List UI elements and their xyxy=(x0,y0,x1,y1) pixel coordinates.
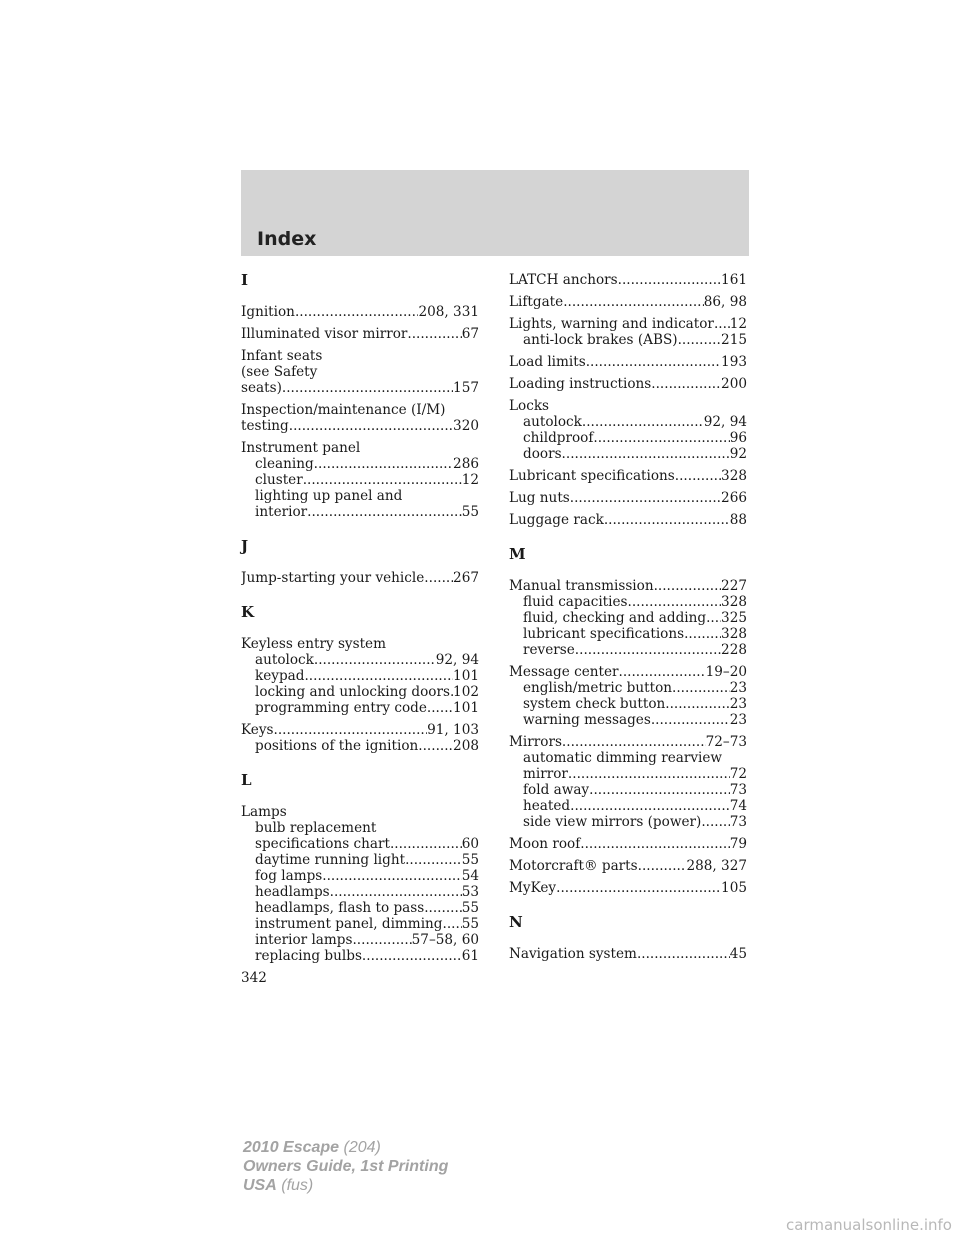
index-letter-heading: K xyxy=(241,603,255,621)
entry-text: Locks xyxy=(509,398,550,414)
index-term xyxy=(241,304,479,320)
index-term xyxy=(509,512,747,528)
entry-text: Lubricant specifications xyxy=(509,468,675,484)
entry-page-ref: 193 xyxy=(721,354,747,370)
entry-page-ref: 267 xyxy=(453,570,479,586)
index-term xyxy=(241,402,479,418)
index-letter-heading: L xyxy=(241,771,252,789)
entry-text: Load limits xyxy=(509,354,586,370)
entry-text: Jump-starting your vehicle xyxy=(241,570,425,586)
index-subentry xyxy=(241,820,479,836)
index-subentry xyxy=(509,642,747,658)
dot-leader xyxy=(322,868,461,884)
dot-leader xyxy=(562,734,706,750)
entry-page-ref: 101 xyxy=(453,700,479,716)
index-subentry xyxy=(241,916,479,932)
index-entry xyxy=(509,490,747,506)
index-entry xyxy=(509,858,747,874)
index-entry xyxy=(509,398,747,462)
dot-leader xyxy=(390,836,462,852)
entry-text: bulb replacement xyxy=(255,820,377,836)
dot-leader xyxy=(701,814,729,830)
index-term xyxy=(241,636,479,652)
dot-leader xyxy=(424,900,461,916)
entry-page-ref: 91, 103 xyxy=(427,722,479,738)
dot-leader xyxy=(672,680,730,696)
index-subentry xyxy=(509,814,747,830)
dot-leader xyxy=(593,430,729,446)
index-term xyxy=(241,364,479,380)
index-term xyxy=(509,858,747,874)
entry-text: fluid, checking and adding xyxy=(523,610,707,626)
entry-text: (see Safety xyxy=(241,364,318,380)
entry-text: lubricant specifications xyxy=(523,626,685,642)
index-term xyxy=(509,946,747,962)
page-title: Index xyxy=(257,228,317,250)
entry-text: LATCH anchors xyxy=(509,272,618,288)
index-term xyxy=(509,734,747,750)
index-letter-heading: I xyxy=(241,271,249,289)
entry-text: Moon roof xyxy=(509,836,581,852)
index-term xyxy=(509,468,747,484)
entry-text: system check button xyxy=(523,696,666,712)
footer-market-code: (fus) xyxy=(281,1177,314,1194)
index-subentry xyxy=(509,594,747,610)
dot-leader xyxy=(274,722,428,738)
dot-leader xyxy=(638,858,687,874)
entry-text: Keys xyxy=(241,722,274,738)
index-subentry xyxy=(241,684,479,700)
entry-text: heated xyxy=(523,798,571,814)
dot-leader xyxy=(619,664,706,680)
entry-text: doors xyxy=(523,446,562,462)
entry-page-ref: 61 xyxy=(461,948,479,964)
entry-text: fluid capacities xyxy=(523,594,628,610)
dot-leader xyxy=(418,738,453,754)
entry-text: positions of the ignition xyxy=(255,738,419,754)
entry-text: specifications chart xyxy=(255,836,390,852)
dot-leader xyxy=(618,272,721,288)
entry-text: headlamps xyxy=(255,884,330,900)
entry-text: Illuminated visor mirror xyxy=(241,326,408,342)
entry-page-ref: 45 xyxy=(729,946,747,962)
entry-page-ref: 23 xyxy=(729,712,747,728)
entry-page-ref: 19–20 xyxy=(705,664,747,680)
index-subentry xyxy=(241,456,479,472)
entry-page-ref: 101 xyxy=(453,668,479,684)
index-term xyxy=(509,578,747,594)
header-band xyxy=(241,170,749,256)
entry-text: locking and unlocking doors xyxy=(255,684,450,700)
footer-model-code: (204) xyxy=(343,1139,381,1156)
index-entry xyxy=(509,880,747,896)
index-subentry xyxy=(509,332,747,348)
index-subentry xyxy=(509,766,747,782)
dot-leader xyxy=(330,884,462,900)
index-entry xyxy=(241,636,479,716)
entry-text: interior xyxy=(255,504,308,520)
footer-printing: Owners Guide, 1st Printing xyxy=(243,1158,449,1175)
entry-page-ref: 60 xyxy=(461,836,479,852)
entry-text: seats) xyxy=(241,380,282,396)
dot-leader xyxy=(289,418,453,434)
dot-leader xyxy=(714,316,730,332)
entry-text: reverse xyxy=(523,642,575,658)
entry-page-ref: 200 xyxy=(721,376,747,392)
index-subentry xyxy=(509,446,747,462)
entry-page-ref: 215 xyxy=(721,332,747,348)
index-entry xyxy=(509,316,747,348)
entry-page-ref: 325 xyxy=(721,610,747,626)
index-subentry xyxy=(241,504,479,520)
dot-leader xyxy=(307,504,462,520)
entry-text: Liftgate xyxy=(509,294,564,310)
dot-leader xyxy=(352,932,411,948)
entry-text: autolock xyxy=(255,652,314,668)
dot-leader xyxy=(654,578,721,594)
entry-page-ref: 161 xyxy=(721,272,747,288)
dot-leader xyxy=(706,610,721,626)
dot-leader xyxy=(362,948,462,964)
index-term xyxy=(509,398,747,414)
entry-text: fog lamps xyxy=(255,868,323,884)
dot-leader xyxy=(562,446,730,462)
entry-text: testing xyxy=(241,418,289,434)
entry-page-ref: 23 xyxy=(729,680,747,696)
footer-model: 2010 Escape xyxy=(243,1139,340,1156)
index-subentry xyxy=(241,900,479,916)
index-entry xyxy=(241,402,479,434)
dot-leader xyxy=(589,782,730,798)
watermark: carmanualsonline.info xyxy=(786,1216,952,1234)
index-letter-heading: J xyxy=(241,537,249,555)
entry-page-ref: 79 xyxy=(729,836,747,852)
dot-leader xyxy=(295,304,419,320)
dot-leader xyxy=(651,376,721,392)
index-entry xyxy=(509,578,747,658)
dot-leader xyxy=(443,916,462,932)
index-entry xyxy=(241,570,479,586)
index-entry xyxy=(509,946,747,962)
index-entry xyxy=(509,512,747,528)
entry-page-ref: 55 xyxy=(461,504,479,520)
index-entry xyxy=(241,326,479,342)
dot-leader xyxy=(628,594,722,610)
index-subentry xyxy=(241,738,479,754)
index-entry xyxy=(509,468,747,484)
entry-page-ref: 92, 94 xyxy=(703,414,747,430)
entry-text: Lights, warning and indicator xyxy=(509,316,714,332)
entry-page-ref: 208, 331 xyxy=(418,304,479,320)
index-subentry xyxy=(241,700,479,716)
entry-text: cluster xyxy=(255,472,303,488)
index-term xyxy=(241,418,479,434)
entry-text: anti-lock brakes (ABS) xyxy=(523,332,678,348)
dot-leader xyxy=(314,456,453,472)
index-subentry xyxy=(509,782,747,798)
index-term xyxy=(241,380,479,396)
index-entry xyxy=(241,722,479,754)
dot-leader xyxy=(665,696,729,712)
index-subentry xyxy=(509,680,747,696)
dot-leader xyxy=(675,468,721,484)
index-subentry xyxy=(509,430,747,446)
entry-page-ref: 55 xyxy=(461,900,479,916)
dot-leader xyxy=(424,570,453,586)
entry-page-ref: 228 xyxy=(721,642,747,658)
index-subentry xyxy=(241,836,479,852)
dot-leader xyxy=(427,700,453,716)
entry-page-ref: 73 xyxy=(729,814,747,830)
index-entry xyxy=(509,376,747,392)
entry-page-ref: 157 xyxy=(453,380,479,396)
index-entry xyxy=(241,440,479,520)
index-subentry xyxy=(509,798,747,814)
entry-page-ref: 105 xyxy=(721,880,747,896)
entry-page-ref: 92, 94 xyxy=(435,652,479,668)
index-letter-heading: N xyxy=(509,913,523,931)
entry-text: autolock xyxy=(523,414,582,430)
entry-page-ref: 73 xyxy=(729,782,747,798)
index-subentry xyxy=(241,868,479,884)
dot-leader xyxy=(568,766,730,782)
entry-page-ref: 74 xyxy=(729,798,747,814)
page-number: 342 xyxy=(241,970,267,986)
index-subentry xyxy=(509,626,747,642)
entry-text: Infant seats xyxy=(241,348,323,364)
entry-text: instrument panel, dimming xyxy=(255,916,443,932)
entry-text: cleaning xyxy=(255,456,314,472)
dot-leader xyxy=(684,626,721,642)
dot-leader xyxy=(570,798,730,814)
entry-page-ref: 266 xyxy=(721,490,747,506)
entry-text: interior lamps xyxy=(255,932,353,948)
index-subentry xyxy=(241,652,479,668)
entry-text: Keyless entry system xyxy=(241,636,386,652)
entry-page-ref: 102 xyxy=(453,684,479,700)
index-entry xyxy=(509,294,747,310)
index-entry xyxy=(509,354,747,370)
entry-page-ref: 57–58, 60 xyxy=(411,932,479,948)
index-term xyxy=(509,316,747,332)
dot-leader xyxy=(556,880,721,896)
footer-imprint xyxy=(243,1138,448,1195)
dot-leader xyxy=(405,852,462,868)
entry-text: childproof xyxy=(523,430,594,446)
index-term xyxy=(241,440,479,456)
index-subentry xyxy=(509,712,747,728)
footer-line-2 xyxy=(243,1157,448,1176)
entry-text: Lug nuts xyxy=(509,490,570,506)
entry-page-ref: 72–73 xyxy=(705,734,747,750)
index-term xyxy=(509,376,747,392)
entry-text: lighting up panel and xyxy=(255,488,403,504)
index-term xyxy=(241,722,479,738)
index-subentry xyxy=(241,884,479,900)
entry-text: Instrument panel xyxy=(241,440,361,456)
entry-text: Lamps xyxy=(241,804,287,820)
index-subentry xyxy=(241,852,479,868)
dot-leader xyxy=(570,490,721,506)
index-subentry xyxy=(241,948,479,964)
index-letter-heading: M xyxy=(509,545,526,563)
index-subentry xyxy=(241,668,479,684)
entry-text: english/metric button xyxy=(523,680,673,696)
dot-leader xyxy=(304,668,453,684)
entry-page-ref: 23 xyxy=(729,696,747,712)
entry-page-ref: 53 xyxy=(461,884,479,900)
entry-text: keypad xyxy=(255,668,305,684)
entry-page-ref: 288, 327 xyxy=(686,858,747,874)
index-entry xyxy=(241,804,479,964)
footer-line-1 xyxy=(243,1138,448,1157)
entry-text: Message center xyxy=(509,664,619,680)
entry-text: side view mirrors (power) xyxy=(523,814,702,830)
entry-text: automatic dimming rearview xyxy=(523,750,723,766)
entry-page-ref: 86, 98 xyxy=(703,294,747,310)
entry-text: Motorcraft® parts xyxy=(509,858,638,874)
entry-text: daytime running light xyxy=(255,852,406,868)
index-term xyxy=(509,354,747,370)
index-entry xyxy=(509,272,747,288)
entry-page-ref: 96 xyxy=(729,430,747,446)
entry-page-ref: 286 xyxy=(453,456,479,472)
dot-leader xyxy=(407,326,461,342)
index-column-left xyxy=(241,272,479,970)
dot-leader xyxy=(314,652,436,668)
dot-leader xyxy=(651,712,730,728)
index-entry xyxy=(241,348,479,396)
index-term xyxy=(241,348,479,364)
entry-text: MyKey xyxy=(509,880,557,896)
entry-page-ref: 328 xyxy=(721,468,747,484)
entry-text: Navigation system xyxy=(509,946,637,962)
index-entry xyxy=(241,304,479,320)
entry-page-ref: 208 xyxy=(453,738,479,754)
index-term xyxy=(241,570,479,586)
entry-page-ref: 12 xyxy=(461,472,479,488)
entry-text: Luggage rack xyxy=(509,512,604,528)
footer-market: USA xyxy=(243,1177,277,1194)
dot-leader xyxy=(303,472,462,488)
entry-text: replacing bulbs xyxy=(255,948,362,964)
index-subentry xyxy=(509,610,747,626)
index-subentry xyxy=(509,696,747,712)
index-term xyxy=(509,294,747,310)
index-subentry xyxy=(241,932,479,948)
entry-text: Loading instructions xyxy=(509,376,652,392)
index-term xyxy=(509,836,747,852)
entry-page-ref: 328 xyxy=(721,594,747,610)
index-term xyxy=(241,804,479,820)
entry-text: Inspection/maintenance (I/M) xyxy=(241,402,446,418)
index-entry xyxy=(509,734,747,830)
dot-leader xyxy=(582,414,704,430)
entry-page-ref: 55 xyxy=(461,916,479,932)
index-entry xyxy=(509,836,747,852)
entry-page-ref: 72 xyxy=(729,766,747,782)
entry-text: Manual transmission xyxy=(509,578,654,594)
entry-page-ref: 92 xyxy=(729,446,747,462)
dot-leader xyxy=(637,946,730,962)
index-subentry xyxy=(241,472,479,488)
entry-text: Ignition xyxy=(241,304,295,320)
entry-page-ref: 12 xyxy=(729,316,747,332)
index-subentry xyxy=(509,750,747,766)
index-term xyxy=(509,490,747,506)
entry-text: programming entry code xyxy=(255,700,427,716)
entry-text: warning messages xyxy=(523,712,651,728)
dot-leader xyxy=(586,354,721,370)
index-term xyxy=(509,272,747,288)
index-column-right xyxy=(509,272,747,968)
index-term xyxy=(241,326,479,342)
entry-page-ref: 55 xyxy=(461,852,479,868)
index-entry xyxy=(509,664,747,728)
entry-page-ref: 54 xyxy=(461,868,479,884)
dot-leader xyxy=(580,836,729,852)
index-subentry xyxy=(509,414,747,430)
entry-page-ref: 320 xyxy=(453,418,479,434)
dot-leader xyxy=(678,332,721,348)
dot-leader xyxy=(575,642,721,658)
dot-leader xyxy=(563,294,704,310)
entry-page-ref: 67 xyxy=(461,326,479,342)
index-term xyxy=(509,664,747,680)
entry-text: headlamps, flash to pass xyxy=(255,900,425,916)
entry-page-ref: 88 xyxy=(729,512,747,528)
dot-leader xyxy=(282,380,453,396)
index-term xyxy=(509,880,747,896)
entry-text: mirror xyxy=(523,766,568,782)
entry-page-ref: 227 xyxy=(721,578,747,594)
entry-page-ref: 328 xyxy=(721,626,747,642)
entry-text: fold away xyxy=(523,782,590,798)
footer-line-3 xyxy=(243,1176,448,1195)
entry-text: Mirrors xyxy=(509,734,562,750)
index-subentry xyxy=(241,488,479,504)
dot-leader xyxy=(604,512,730,528)
